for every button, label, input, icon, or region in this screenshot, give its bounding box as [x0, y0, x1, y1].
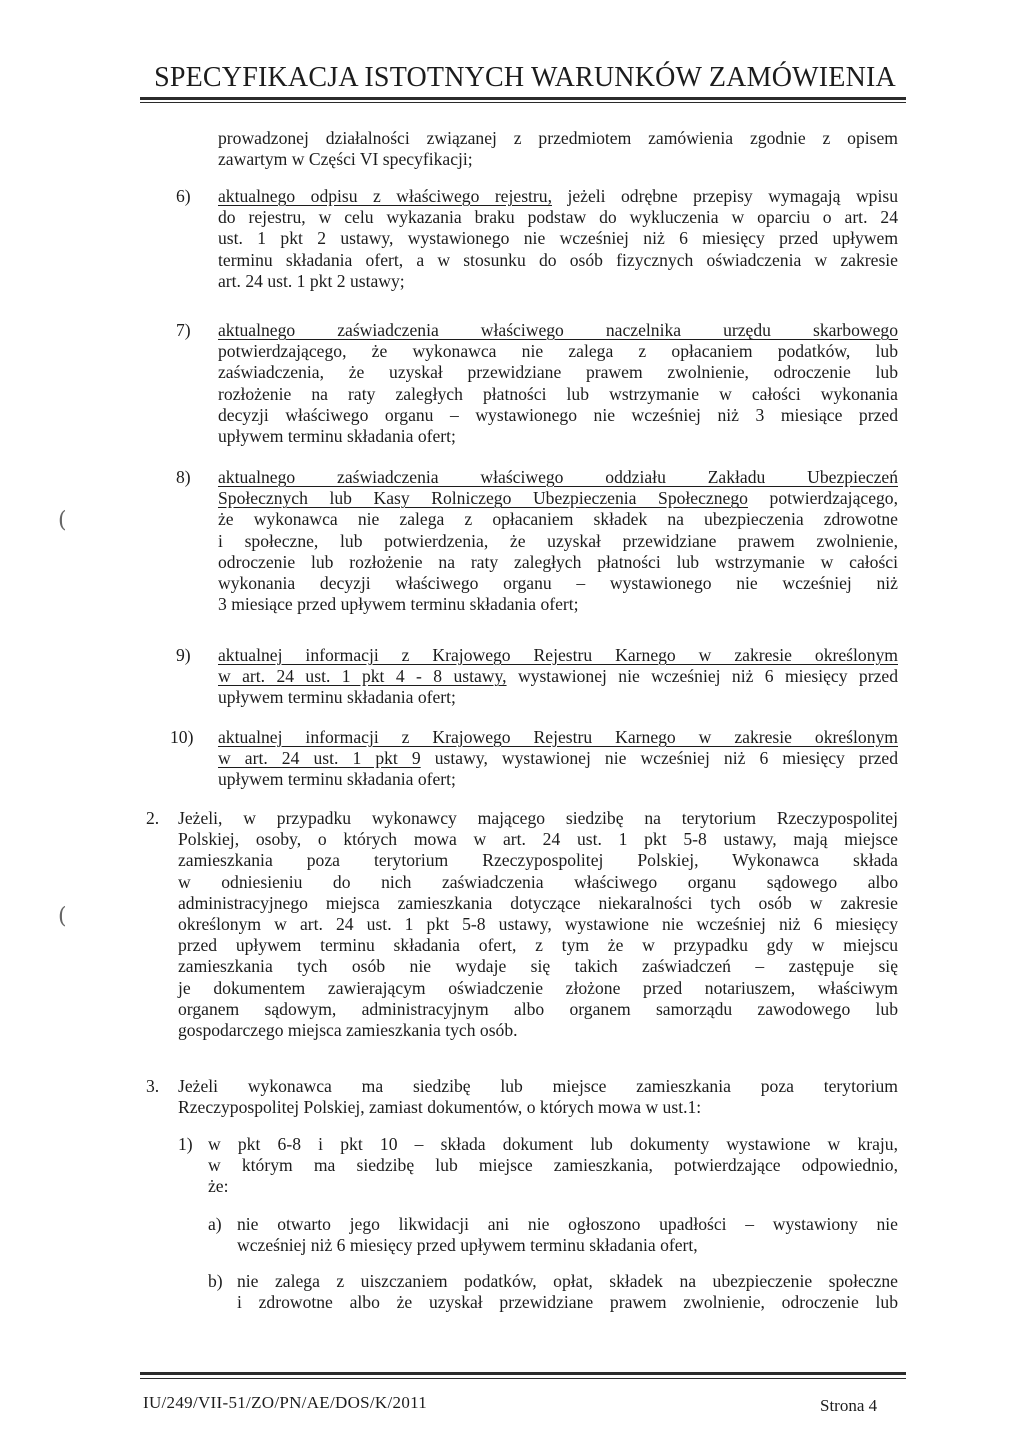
underlined-text: aktualnej informacji z Krajowego Rejestru Karnego w zakresie określonym: [218, 727, 898, 747]
text-line: w którym ma siedzibę lub miejsce zamieszkania, potwierdzające odpowiednio,: [208, 1155, 898, 1176]
sub-item-letter: b): [208, 1271, 223, 1291]
footer-rule-thin: [140, 1378, 906, 1379]
text-line: że wykonawca nie zalega z opłacaniem składek na ubezpieczenia zdrowotne: [218, 509, 898, 530]
margin-mark: (: [58, 904, 67, 929]
point-number: 2.: [146, 808, 160, 828]
sub-item-1: [208, 1134, 898, 1198]
item-number: 9): [176, 645, 191, 665]
text-line: je dokumentem zawierającym oświadczenie złożone przed notariuszem, właściwym: [178, 977, 898, 998]
list-item-10: [218, 727, 898, 791]
text-line: zaświadczenia, że uzyskał przewidziane prawem zwolnienie, odroczenie lub: [218, 362, 898, 383]
text-line: zamieszkania tych osób nie wydaje się takich zaświadczeń – zastępuje się: [178, 956, 898, 977]
text-line: [218, 488, 898, 509]
text-line: upływem terminu składania ofert;: [218, 426, 456, 447]
text-line: potwierdzającego, że wykonawca nie zalega z opłacaniem podatków, lub: [218, 341, 898, 362]
text-span: wystawionej nie wcześniej niż 6 miesięcy przed: [506, 666, 898, 687]
footer-rule-thick: [140, 1372, 906, 1375]
text-line: przed upływem terminu składania ofert, z tym że w przypadku gdy w miejscu: [178, 935, 898, 956]
text-line: nie zalega z uiszczaniem podatków, opłat, składek na ubezpieczenie społeczne: [237, 1271, 898, 1291]
text-line: [218, 666, 898, 687]
list-item-9: [218, 645, 898, 709]
text-span: potwierdzającego,: [747, 488, 898, 509]
item-number: 6): [176, 186, 191, 206]
text-line: ust. 1 pkt 2 ustawy, wystawionego nie wcześniej niż 6 miesięcy przed upływem: [218, 228, 898, 249]
item-number: 8): [176, 467, 191, 487]
underlined-text: w art. 24 ust. 1 pkt 4 - 8 ustawy,: [218, 666, 507, 687]
text-line: [218, 645, 898, 666]
list-item-7: [218, 320, 898, 447]
page-title: SPECYFIKACJA ISTOTNYCH WARUNKÓW ZAMÓWIENIA: [154, 62, 896, 93]
sub-item-number: 1): [178, 1134, 193, 1154]
sub-item-letter: a): [208, 1214, 222, 1234]
document-id: IU/249/VII-51/ZO/PN/AE/DOS/K/2011: [143, 1393, 428, 1412]
text-line: terminu składania ofert, a w stosunku do osób fizycznych oświadczenia w zakresie: [218, 249, 898, 270]
list-item-8: [218, 467, 898, 615]
text-line: gospodarczego miejsca zamieszkania tych osób.: [178, 1020, 518, 1041]
point-2-paragraph: [178, 808, 898, 1041]
text-line: odroczenie lub rozłożenie na raty zaległych płatności lub wstrzymanie w całości: [218, 551, 898, 572]
text-line: Jeżeli wykonawca ma siedzibę lub miejsce zamieszkania poza terytorium: [178, 1076, 898, 1096]
intro-paragraph: [218, 128, 898, 170]
text-line: i społeczne, lub potwierdzenia, że uzyskał przewidziane prawem zwolnienie,: [218, 530, 898, 551]
underlined-text: Społecznych lub Kasy Rolniczego Ubezpieczenia Społecznego: [218, 488, 748, 509]
text-line: nie otwarto jego likwidacji ani nie ogłoszono upadłości – wystawiony nie: [237, 1214, 898, 1234]
text-line: upływem terminu składania ofert;: [218, 769, 456, 790]
margin-mark: (: [58, 508, 67, 533]
header-rule-thick: [140, 97, 906, 100]
list-item-6: [218, 186, 898, 292]
text-line: w odniesieniu do nich zaświadczenia właściwego organu sądowego albo: [178, 871, 898, 892]
underlined-text: aktualnego odpisu z właściwego rejestru,: [218, 186, 552, 206]
underlined-text: aktualnego zaświadczenia właściwego naczelnika urzędu skarbowego: [218, 320, 898, 340]
text-line: zamieszkania poza terytorium Rzeczypospolitej Polskiej, Wykonawca składa: [178, 850, 898, 871]
page-number: Strona 4: [820, 1396, 878, 1415]
text-line: [218, 186, 898, 207]
text-line: że:: [208, 1176, 229, 1197]
text-line: wcześniej niż 6 miesięcy przed upływem terminu składania ofert,: [237, 1235, 698, 1256]
header-rule-thin: [140, 102, 906, 103]
text-line: upływem terminu składania ofert;: [218, 687, 456, 708]
text-line: [218, 467, 898, 488]
text-line: zawartym w Części VI specyfikacji;: [218, 149, 473, 170]
text-span: jeżeli odrębne przepisy wymagają wpisu: [551, 186, 898, 206]
text-line: [218, 320, 898, 341]
text-line: administracyjnego miejsca zamieszkania dotyczące niekaralności tych osób w zakresie: [178, 892, 898, 913]
underlined-text: aktualnej informacji z Krajowego Rejestru Karnego w zakresie określonym: [218, 645, 898, 665]
text-line: [218, 748, 898, 769]
point-3-paragraph: [178, 1076, 898, 1118]
text-line: Polskiej, osoby, o których mowa w art. 24 ust. 1 pkt 5-8 ustawy, mają miejsce: [178, 829, 898, 850]
text-line: prowadzonej działalności związanej z przedmiotem zamówienia zgodnie z opisem: [218, 128, 898, 148]
underlined-text: w art. 24 ust. 1 pkt 9: [218, 748, 421, 769]
text-line: Jeżeli, w przypadku wykonawcy mającego siedzibę na terytorium Rzeczypospolitej: [178, 808, 898, 828]
point-number: 3.: [146, 1076, 160, 1096]
text-line: wykonania decyzji właściwego organu – wystawionego nie wcześniej niż: [218, 573, 898, 594]
sub-item-b: [237, 1271, 898, 1313]
text-line: Rzeczypospolitej Polskiej, zamiast dokumentów, o których mowa w ust.1:: [178, 1097, 702, 1118]
text-line: określonym w art. 24 ust. 1 pkt 5-8 ustawy, wystawione nie wcześniej niż 6 miesięcy: [178, 914, 898, 935]
sub-item-a: [237, 1214, 898, 1256]
underlined-text: aktualnego zaświadczenia właściwego oddziału Zakładu Ubezpieczeń: [218, 467, 898, 487]
text-line: art. 24 ust. 1 pkt 2 ustawy;: [218, 270, 405, 291]
text-line: organem sądowym, administracyjnym albo organem samorządu zawodowego lub: [178, 998, 898, 1019]
item-number: 10): [170, 727, 194, 747]
text-line: [218, 727, 898, 748]
text-line: rozłożenie na raty zaległych płatności lub wstrzymanie w całości wykonania: [218, 383, 898, 404]
text-span: ustawy, wystawionej nie wcześniej niż 6 miesięcy przed: [420, 748, 898, 769]
text-line: 3 miesiące przed upływem terminu składania ofert;: [218, 594, 579, 615]
item-number: 7): [176, 320, 191, 340]
text-line: do rejestru, w celu wykazania braku podstaw do wykluczenia w oparciu o art. 24: [218, 207, 898, 228]
text-line: i zdrowotne albo że uzyskał przewidziane prawem zwolnienie, odroczenie lub: [237, 1292, 898, 1313]
text-line: decyzji właściwego organu – wystawionego nie wcześniej niż 3 miesiące przed: [218, 404, 898, 425]
text-line: w pkt 6-8 i pkt 10 – składa dokument lub dokumenty wystawione w kraju,: [208, 1134, 898, 1154]
